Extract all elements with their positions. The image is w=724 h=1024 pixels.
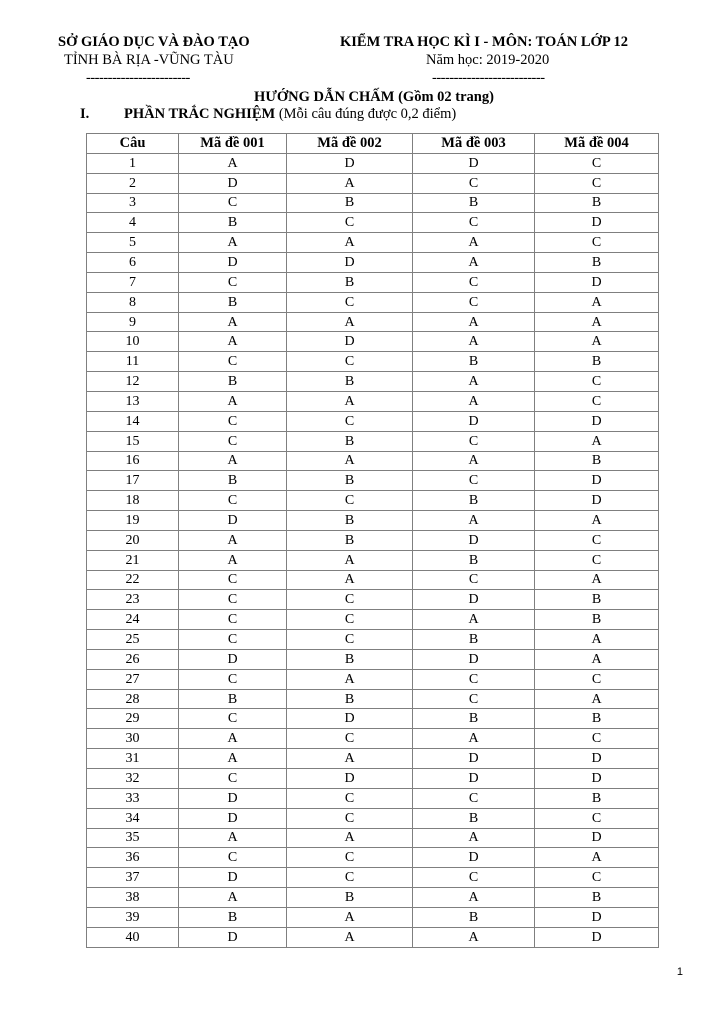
table-row [87,312,659,332]
table-row [87,649,659,669]
answer-cell: D [413,649,535,669]
answer-cell: B [535,888,659,908]
answer-cell: A [179,233,287,253]
answer-cell: B [535,352,659,372]
answer-cell: A [179,312,287,332]
answer-cell: D [413,411,535,431]
question-number-cell: 5 [87,233,179,253]
department-name: SỞ GIÁO DỤC VÀ ĐÀO TẠO [58,34,250,50]
answer-cell: B [413,808,535,828]
question-number-cell: 7 [87,272,179,292]
question-number-cell: 21 [87,550,179,570]
answer-cell: A [413,233,535,253]
answer-cell: A [413,312,535,332]
question-number-cell: 12 [87,372,179,392]
answer-cell: C [287,352,413,372]
answer-cell: C [535,550,659,570]
answer-cell: A [535,848,659,868]
answer-cell: B [179,471,287,491]
answer-cell: A [179,888,287,908]
grading-guide-title: HƯỚNG DẪN CHẤM (Gồm 02 trang) [254,89,494,105]
answer-cell: C [287,411,413,431]
answer-cell: C [413,431,535,451]
question-number-cell: 1 [87,153,179,173]
table-row [87,292,659,312]
table-row [87,630,659,650]
answer-cell: D [179,868,287,888]
question-number-cell: 30 [87,729,179,749]
answer-cell: B [179,372,287,392]
question-number-cell: 23 [87,590,179,610]
answer-cell: C [287,610,413,630]
table-row [87,213,659,233]
answer-cell: A [413,888,535,908]
table-row [87,451,659,471]
answer-cell: B [179,689,287,709]
answer-cell: A [413,927,535,947]
answer-cell: D [535,769,659,789]
answer-cell: C [535,808,659,828]
question-number-cell: 26 [87,649,179,669]
table-row [87,332,659,352]
answer-cell: C [413,570,535,590]
section-note: (Mỗi câu đúng được 0,2 điểm) [278,106,457,122]
answer-cell: C [179,193,287,213]
right-divider-rule: -------------------------- [432,70,545,86]
section-number: I. [80,106,90,122]
question-number-cell: 22 [87,570,179,590]
question-number-cell: 13 [87,391,179,411]
table-row [87,828,659,848]
answer-cell: B [287,689,413,709]
answer-cell: A [535,332,659,352]
answer-cell: B [535,709,659,729]
question-number-cell: 24 [87,610,179,630]
question-number-cell: 3 [87,193,179,213]
answer-cell: A [179,451,287,471]
question-number-cell: 19 [87,511,179,531]
province-name: TỈNH BÀ RỊA -VŨNG TÀU [64,52,234,68]
answer-cell: A [179,391,287,411]
answer-cell: A [413,372,535,392]
answer-cell: C [535,391,659,411]
answer-cell: B [535,788,659,808]
answer-cell: C [179,610,287,630]
question-number-cell: 27 [87,669,179,689]
answer-cell: C [179,272,287,292]
answer-cell: A [535,570,659,590]
question-number-cell: 25 [87,630,179,650]
table-row [87,173,659,193]
answer-cell: D [179,173,287,193]
answer-cell: A [287,749,413,769]
answer-cell: A [535,511,659,531]
answer-cell: C [535,729,659,749]
question-number-cell: 36 [87,848,179,868]
answer-cell: B [179,292,287,312]
answer-cell: D [413,769,535,789]
answer-cell: A [287,391,413,411]
answer-cell: D [535,927,659,947]
question-number-cell: 14 [87,411,179,431]
answer-cell: D [413,848,535,868]
question-number-cell: 34 [87,808,179,828]
table-row [87,788,659,808]
answer-cell: D [287,769,413,789]
answer-cell: C [179,848,287,868]
question-number-cell: 8 [87,292,179,312]
answer-cell: A [179,550,287,570]
answer-cell: C [179,411,287,431]
page-number: 1 [676,966,683,978]
answer-cell: C [287,868,413,888]
answer-cell: A [179,749,287,769]
answer-cell: C [287,788,413,808]
answer-cell: A [535,649,659,669]
table-row [87,272,659,292]
answer-cell: D [413,749,535,769]
answer-cell: D [287,709,413,729]
table-row [87,590,659,610]
answer-cell: B [535,193,659,213]
answer-cell: C [287,848,413,868]
column-header: Mã đề 002 [287,134,413,154]
question-number-cell: 10 [87,332,179,352]
answer-cell: A [179,729,287,749]
table-row [87,868,659,888]
answer-cell: A [535,689,659,709]
table-row [87,431,659,451]
question-number-cell: 18 [87,491,179,511]
table-row [87,729,659,749]
answer-cell: C [535,153,659,173]
answer-cell: B [413,491,535,511]
question-number-cell: 11 [87,352,179,372]
answer-cell: A [413,729,535,749]
answer-cell: A [413,828,535,848]
table-row [87,511,659,531]
answer-cell: B [535,253,659,273]
answer-cell: A [287,451,413,471]
answer-cell: D [287,253,413,273]
answer-cell: B [179,213,287,233]
answer-cell: D [413,590,535,610]
answer-cell: C [179,669,287,689]
table-row [87,907,659,927]
question-number-cell: 29 [87,709,179,729]
answer-cell: C [179,590,287,610]
question-number-cell: 6 [87,253,179,273]
answer-cell: B [287,193,413,213]
question-number-cell: 39 [87,907,179,927]
answer-cell: A [287,312,413,332]
answer-cell: D [535,828,659,848]
answer-cell: A [535,630,659,650]
answer-cell: D [535,749,659,769]
question-number-cell: 40 [87,927,179,947]
answer-cell: D [179,788,287,808]
left-divider-rule: ------------------------ [86,70,190,86]
answer-cell: D [535,471,659,491]
table-row [87,372,659,392]
answer-cell: C [413,272,535,292]
answer-cell: C [179,709,287,729]
answer-cell: A [535,431,659,451]
answer-cell: B [413,709,535,729]
answer-cell: A [287,927,413,947]
answer-cell: D [179,253,287,273]
question-number-cell: 9 [87,312,179,332]
question-number-cell: 38 [87,888,179,908]
answer-cell: D [179,511,287,531]
answer-cell: A [535,312,659,332]
table-row [87,610,659,630]
answer-cell: C [413,868,535,888]
table-row [87,888,659,908]
answer-cell: B [287,530,413,550]
answer-cell: C [287,808,413,828]
column-header: Mã đề 004 [535,134,659,154]
answer-cell: C [413,292,535,312]
question-number-cell: 20 [87,530,179,550]
answer-cell: B [179,907,287,927]
answer-cell: A [535,292,659,312]
answer-cell: D [179,927,287,947]
answer-cell: D [535,213,659,233]
answer-cell: D [535,907,659,927]
table-row [87,570,659,590]
table-header-row [87,134,659,154]
answer-cell: C [179,630,287,650]
table-row [87,927,659,947]
table-row [87,471,659,491]
answer-cell: B [287,431,413,451]
answer-cell: A [287,828,413,848]
table-row [87,491,659,511]
question-number-cell: 35 [87,828,179,848]
answer-cell: C [535,868,659,888]
answer-cell: C [413,689,535,709]
answer-cell: A [179,332,287,352]
answer-cell: D [535,491,659,511]
answer-cell: A [413,253,535,273]
table-row [87,769,659,789]
table-row [87,689,659,709]
table-row [87,709,659,729]
table-row [87,411,659,431]
section-title: PHẦN TRẮC NGHIỆM [124,106,276,122]
answer-cell: A [179,828,287,848]
answer-cell: D [535,411,659,431]
answer-cell: B [413,550,535,570]
answer-cell: A [413,391,535,411]
answer-cell: B [535,610,659,630]
table-row [87,193,659,213]
answer-cell: C [287,213,413,233]
column-header: Mã đề 003 [413,134,535,154]
answer-cell: C [413,471,535,491]
answer-cell: A [287,669,413,689]
table-row [87,530,659,550]
answer-cell: A [287,907,413,927]
answer-cell: A [287,570,413,590]
table-row [87,253,659,273]
answer-cell: C [179,352,287,372]
answer-cell: B [535,590,659,610]
table-row [87,550,659,570]
answer-cell: B [287,471,413,491]
column-header: Mã đề 001 [179,134,287,154]
answer-cell: A [287,233,413,253]
answer-cell: D [179,808,287,828]
answer-cell: D [287,332,413,352]
answer-cell: B [287,888,413,908]
answer-cell: B [287,511,413,531]
school-year: Năm học: 2019-2020 [426,52,550,68]
question-number-cell: 17 [87,471,179,491]
answer-cell: C [287,590,413,610]
question-number-cell: 2 [87,173,179,193]
answer-cell: C [179,570,287,590]
answer-cell: B [535,451,659,471]
answer-cell: A [413,610,535,630]
table-row [87,749,659,769]
table-row [87,848,659,868]
question-number-cell: 33 [87,788,179,808]
answer-key-table [86,133,659,948]
answer-cell: A [413,332,535,352]
answer-cell: C [535,233,659,253]
answer-cell: C [179,769,287,789]
answer-cell: C [287,491,413,511]
answer-cell: C [179,431,287,451]
answer-cell: B [413,352,535,372]
answer-cell: C [287,729,413,749]
answer-cell: C [413,788,535,808]
question-number-cell: 32 [87,769,179,789]
answer-cell: D [535,272,659,292]
answer-cell: D [413,153,535,173]
section-heading [124,106,456,123]
table-row [87,233,659,253]
answer-cell: C [535,530,659,550]
table-row [87,391,659,411]
column-header: Câu [87,134,179,154]
answer-cell: C [535,173,659,193]
answer-cell: B [287,372,413,392]
table-row [87,808,659,828]
answer-cell: A [413,451,535,471]
table-row [87,153,659,173]
answer-cell: C [287,630,413,650]
answer-cell: B [287,649,413,669]
question-number-cell: 16 [87,451,179,471]
answer-cell: C [413,669,535,689]
answer-cell: B [413,630,535,650]
answer-cell: A [413,511,535,531]
question-number-cell: 4 [87,213,179,233]
answer-cell: C [535,669,659,689]
question-number-cell: 37 [87,868,179,888]
answer-cell: D [413,530,535,550]
answer-cell: C [535,372,659,392]
question-number-cell: 31 [87,749,179,769]
answer-key-body [87,153,659,947]
answer-cell: B [287,272,413,292]
answer-cell: C [413,173,535,193]
answer-cell: C [287,292,413,312]
answer-cell: A [287,550,413,570]
answer-cell: A [179,153,287,173]
question-number-cell: 28 [87,689,179,709]
exam-title: KIỂM TRA HỌC KÌ I - MÔN: TOÁN LỚP 12 [340,34,629,50]
question-number-cell: 15 [87,431,179,451]
answer-cell: D [287,153,413,173]
answer-cell: B [413,193,535,213]
table-row [87,352,659,372]
answer-cell: B [413,907,535,927]
answer-cell: A [287,173,413,193]
answer-cell: C [413,213,535,233]
answer-cell: A [179,530,287,550]
answer-cell: C [179,491,287,511]
table-row [87,669,659,689]
answer-cell: D [179,649,287,669]
